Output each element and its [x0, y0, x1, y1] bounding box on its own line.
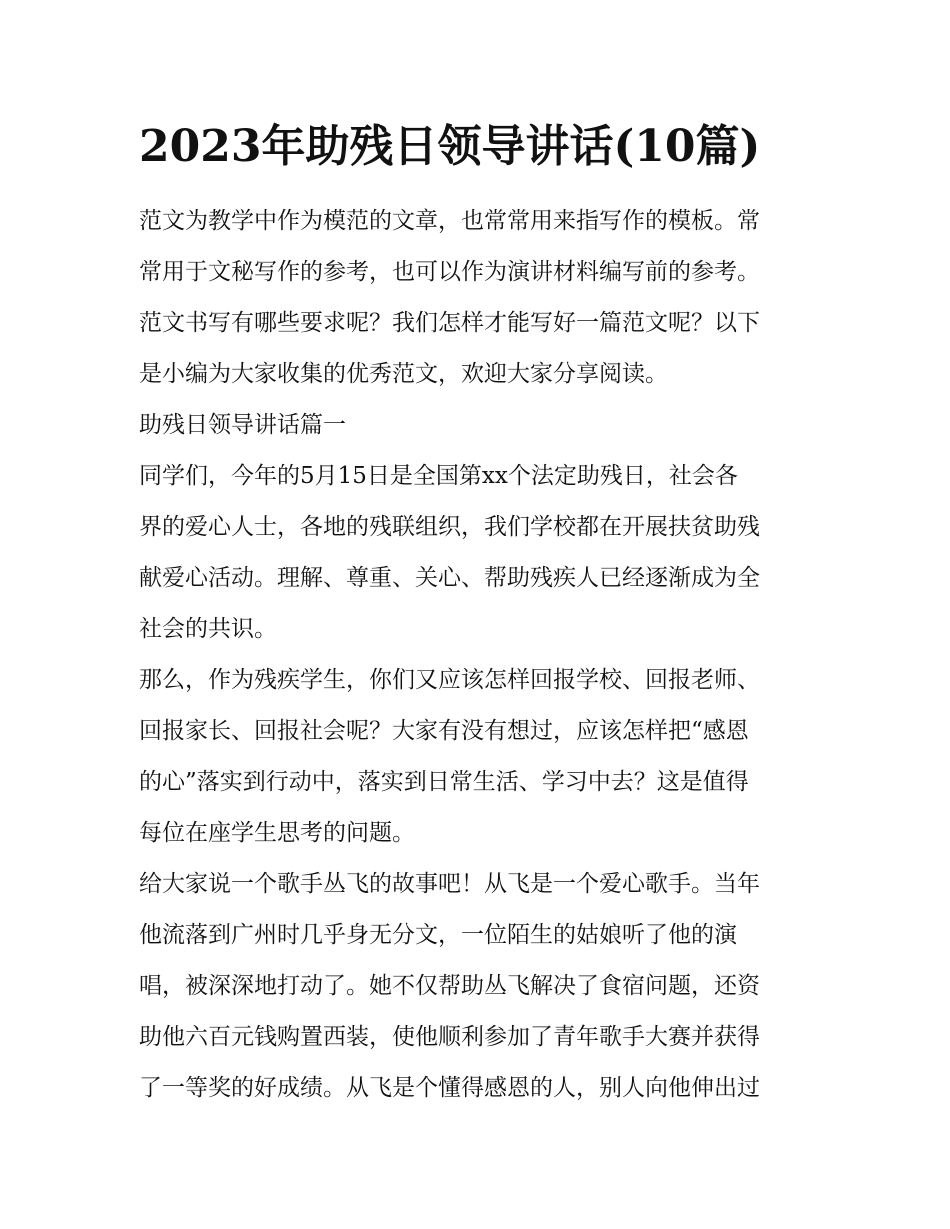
text-line: 唱，被深深地打动了。她不仅帮助丛飞解决了食宿问题，还资: [139, 973, 760, 999]
text-line: 范文书写有哪些要求呢？我们怎样才能写好一篇范文呢？以下: [139, 310, 760, 336]
document-body: [139, 196, 811, 1114]
text-line: 社会的共识。: [139, 616, 277, 642]
text-line: 献爱心活动。理解、尊重、关心、帮助残疾人已经逐渐成为全: [139, 565, 760, 591]
text-line: 的心”落实到行动中，落实到日常生活、学习中去？这是值得: [139, 769, 749, 795]
text-line: 给大家说一个歌手丛飞的故事吧！从飞是一个爱心歌手。当年: [139, 871, 760, 897]
text-line: 他流落到广州时几乎身无分文，一位陌生的姑娘听了他的演: [139, 922, 737, 948]
text-line: 每位在座学生思考的问题。: [139, 820, 415, 846]
text-line: 常用于文秘写作的参考，也可以作为演讲材料编写前的参考。: [139, 259, 760, 285]
text-line: 范文为教学中作为模范的文章，也常常用来指写作的模板。常: [139, 208, 760, 234]
text-line: 那么，作为残疾学生，你们又应该怎样回报学校、回报老师、: [139, 667, 760, 693]
text-line: 同学们，今年的5月15日是全国第xx个法定助残日，社会各: [139, 463, 738, 489]
text-line: 界的爱心人士，各地的残联组织，我们学校都在开展扶贫助残: [139, 514, 760, 540]
document-title: 2023年助残日领导讲话(10篇): [139, 121, 761, 172]
text-line: 是小编为大家收集的优秀范文，欢迎大家分享阅读。: [139, 361, 668, 387]
text-line: 回报家长、回报社会呢？大家有没有想过，应该怎样把“感恩: [139, 718, 749, 744]
section-heading: 助残日领导讲话篇一: [139, 412, 346, 438]
text-line: 助他六百元钱购置西装，使他顺利参加了青年歌手大赛并获得: [139, 1024, 760, 1050]
text-line: 了一等奖的好成绩。从飞是个懂得感恩的人，别人向他伸出过: [139, 1075, 760, 1101]
